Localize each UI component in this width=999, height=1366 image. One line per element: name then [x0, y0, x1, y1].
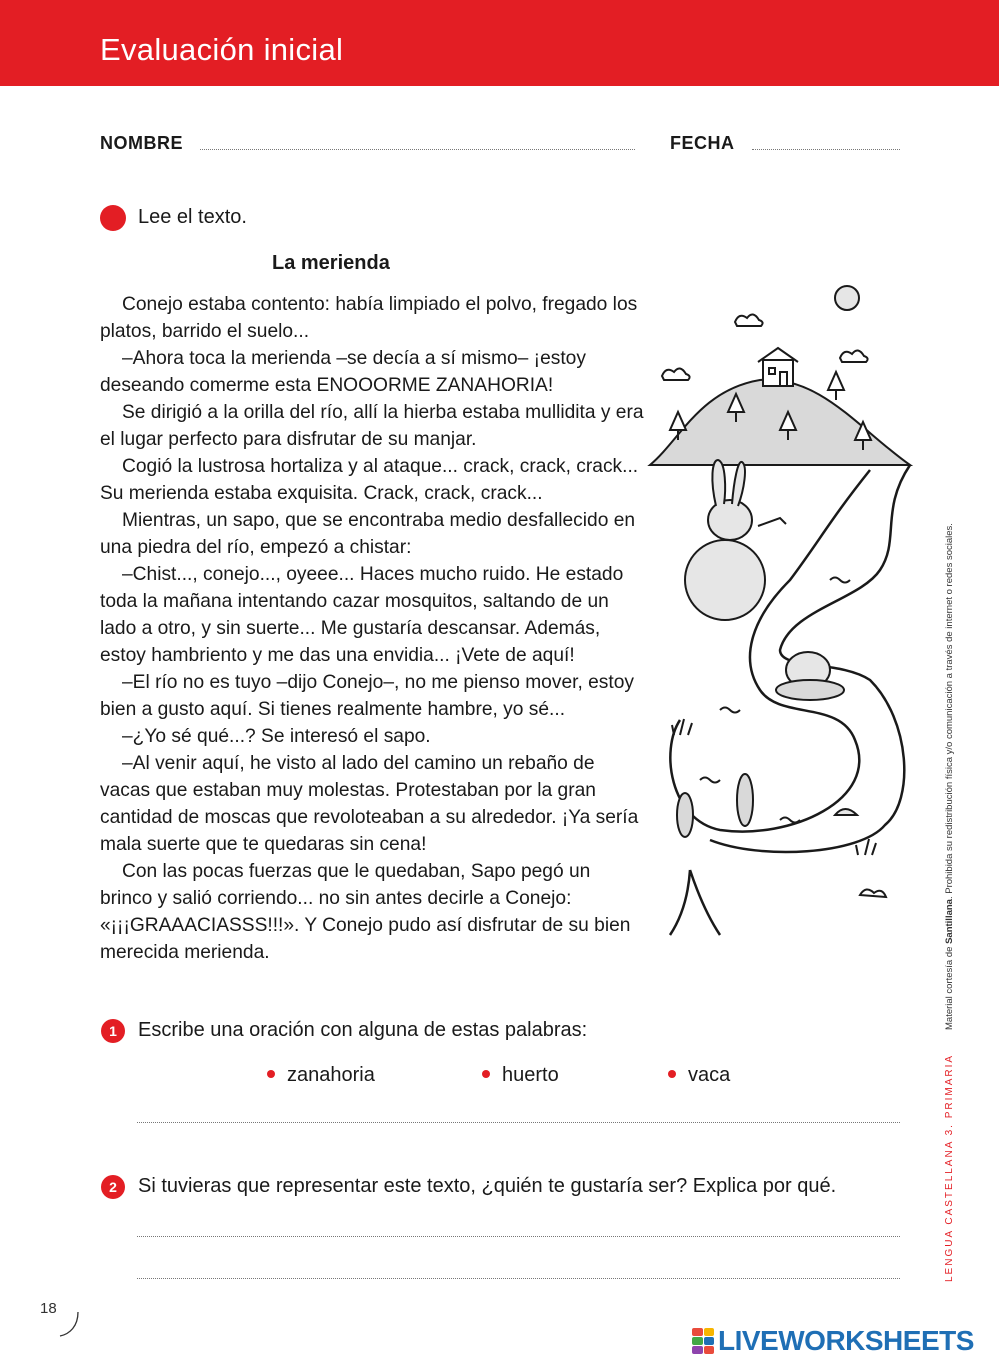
story-illustration: [640, 280, 930, 950]
reading-instruction: Lee el texto.: [138, 206, 247, 228]
wave-icon: [700, 778, 720, 783]
story-paragraph: Se dirigió a la orilla del río, allí la hierba estaba mullidita y era el lugar perfecto para disfrutar de su manjar.: [100, 402, 644, 450]
name-field[interactable]: [200, 149, 635, 150]
hill-icon: [650, 380, 910, 465]
answer-line[interactable]: [137, 1122, 900, 1123]
question-number-badge: 2: [101, 1175, 125, 1199]
river-icon: [670, 470, 870, 832]
carrot-icon: [758, 518, 786, 526]
question-number-badge: 1: [101, 1019, 125, 1043]
sun-icon: [835, 286, 859, 310]
wave-icon: [720, 708, 740, 713]
page-title: Evaluación inicial: [100, 32, 344, 67]
story-paragraph: –¿Yo sé qué...? Se interesó el sapo.: [122, 726, 431, 747]
word-option: huerto: [482, 1064, 559, 1087]
bullet-icon: [482, 1070, 490, 1078]
reed-icon: [670, 870, 720, 935]
question-1-text: Escribe una oración con alguna de estas palabras:: [138, 1019, 588, 1041]
word-option: vaca: [668, 1064, 730, 1087]
story-title: La merienda: [272, 252, 390, 274]
question-2-text: Si tuvieras que representar este texto, ¿quién te gustaría ser? Explica por qué.: [138, 1175, 837, 1197]
cloud-icon: [735, 314, 763, 326]
wave-icon: [830, 578, 850, 583]
story-paragraph: –Al venir aquí, he visto al lado del camino un rebaño de vacas que estaban muy molestas. Protestaban por la gran cantidad de moscas que revoloteaban a su alrededor. ¡Ya sería mala suerte que te quedaras sin cena!: [100, 753, 639, 855]
name-label: NOMBRE: [100, 133, 183, 153]
house-icon: [763, 360, 793, 386]
story-paragraph: Con las pocas fuerzas que le quedaban, Sapo pegó un brinco y salió corriendo... no sin antes decirle a Conejo: «¡¡¡GRAAACIASSS!!!». Y Conejo pudo así disfrutar de su bien merecida merienda.: [100, 861, 631, 963]
story-paragraph: –El río no es tuyo –dijo Conejo–, no me pienso mover, estoy bien a gusto aquí. Si tienes realmente hambre, yo sé...: [100, 672, 634, 720]
header-bar: [0, 0, 999, 86]
bullet-icon: [668, 1070, 676, 1078]
brand-name: LIVEWORKSHEETS: [718, 1325, 974, 1356]
wave-icon: [780, 818, 800, 823]
cloud-icon: [662, 368, 690, 380]
story-text: [100, 291, 645, 966]
cloud-icon: [840, 350, 868, 362]
story-paragraph: –Ahora toca la merienda –se decía a sí mismo– ¡estoy deseando comerme esta ENOOORME ZANAHORIA!: [100, 348, 586, 396]
answer-line[interactable]: [137, 1278, 900, 1279]
date-label: FECHA: [670, 133, 735, 153]
date-field[interactable]: [752, 149, 900, 150]
bullet-dot-icon: [100, 205, 126, 231]
story-paragraph: Cogió la lustrosa hortaliza y al ataque... crack, crack, crack... Su merienda estaba exquisita. Crack, crack, crack...: [100, 456, 639, 504]
story-paragraph: Conejo estaba contento: había limpiado el polvo, fregado los platos, barrido el suelo...: [100, 294, 638, 342]
tree-icon: [828, 372, 844, 400]
stone-icon: [835, 809, 857, 815]
page-curl-icon: [58, 1310, 82, 1338]
answer-line[interactable]: [137, 1236, 900, 1237]
subject-label: LENGUA CASTELLANA 3. PRIMARIA: [944, 1053, 955, 1282]
story-paragraph: –Chist..., conejo..., oyeee... Haces mucho ruido. He estado toda la mañana intentando cazar mosquitos, saltando de un lado a otro, y sin suerte... Me gustaría descansar. Además, estoy hambriento y me das una envidia... ¡Vete de aquí!: [100, 564, 624, 666]
brand-logo-icon: [692, 1328, 714, 1354]
word-option: zanahoria: [267, 1064, 375, 1087]
story-paragraph: Mientras, un sapo, que se encontraba medio desfallecido en una piedra del río, empezó a chistar:: [100, 510, 636, 558]
copyright-notice: Material cortesía de Santillana. Prohibida su redistribución física y/o comunicación a través de internet o redes sociales.: [944, 523, 955, 1030]
rabbit-icon: [685, 540, 765, 620]
bush-icon: [860, 889, 886, 897]
bullet-icon: [267, 1070, 275, 1078]
page-number: 18: [40, 1300, 57, 1317]
liveworksheets-logo: [692, 1326, 974, 1356]
